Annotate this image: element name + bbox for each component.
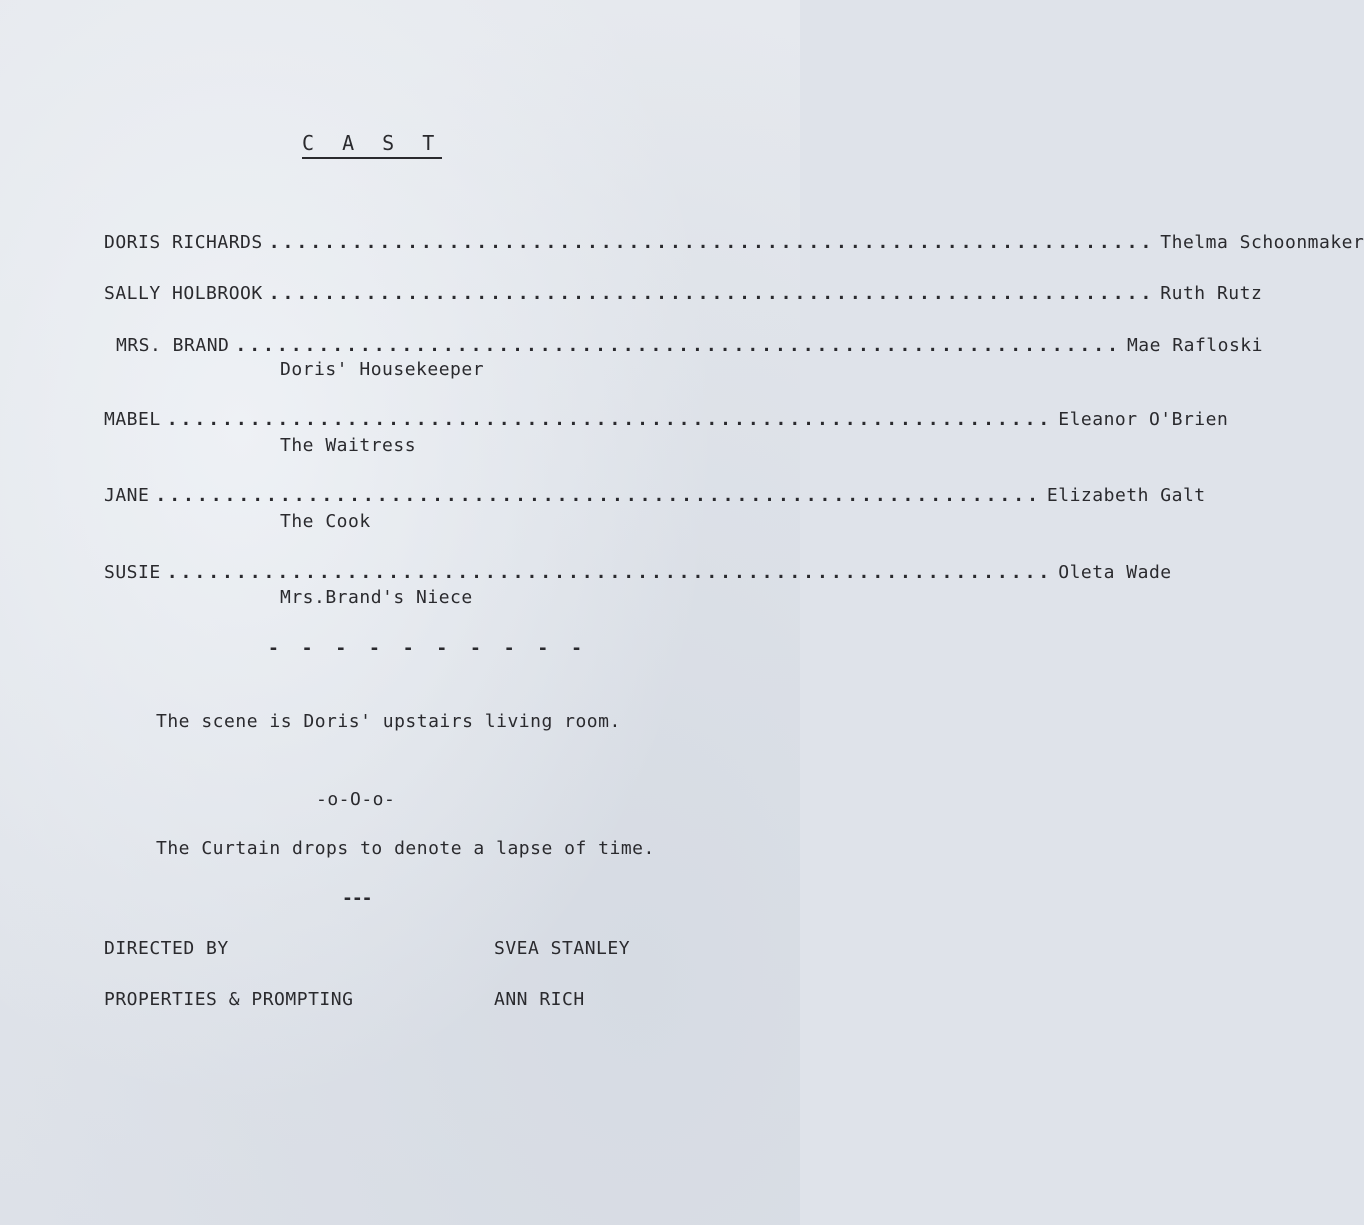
- leader-dots: ................................................................: [166, 562, 1053, 583]
- leader-dots: ................................................................: [268, 232, 1155, 253]
- role-name: MABEL: [104, 409, 161, 430]
- actor-name: Eleanor O'Brien: [1058, 409, 1229, 430]
- credit-name-properties: ANN RICH: [494, 989, 585, 1010]
- role-description: The Cook: [280, 511, 371, 532]
- cast-row-jane: [104, 485, 1206, 506]
- cast-row-susie: [104, 562, 1172, 583]
- leader-dots: ................................................................: [166, 409, 1053, 430]
- cast-title: C A S T: [302, 131, 442, 159]
- role-description: Mrs.Brand's Niece: [280, 587, 473, 608]
- role-name: DORIS RICHARDS: [104, 232, 263, 253]
- actor-name: Elizabeth Galt: [1046, 485, 1206, 506]
- leader-dots: ................................................................: [155, 485, 1041, 506]
- actor-name: Thelma Schoonmaker: [1160, 232, 1364, 253]
- cast-row-sally: [104, 283, 1263, 304]
- short-divider: ---: [342, 888, 372, 909]
- curtain-note: The Curtain drops to denote a lapse of time.: [156, 838, 655, 859]
- role-name: MRS. BRAND: [116, 335, 230, 356]
- role-name: SUSIE: [104, 562, 161, 583]
- scene-note: The scene is Doris' upstairs living room.: [156, 711, 621, 732]
- credit-label-director: DIRECTED BY: [104, 938, 229, 959]
- role-description: Doris' Housekeeper: [280, 359, 485, 380]
- role-name: JANE: [104, 485, 150, 506]
- cast-row-mrs-brand: [116, 335, 1263, 356]
- leader-dots: ................................................................: [235, 335, 1121, 356]
- dashed-divider: - - - - - - - - - -: [268, 638, 588, 659]
- cast-row-doris: [104, 232, 1364, 253]
- role-name: SALLY HOLBROOK: [104, 283, 263, 304]
- actor-name: Ruth Rutz: [1160, 283, 1263, 304]
- ornament-separator: -o-O-o-: [316, 789, 396, 810]
- role-description: The Waitress: [280, 435, 417, 456]
- actor-name: Mae Rafloski: [1126, 335, 1263, 356]
- cast-row-mabel: [104, 409, 1229, 430]
- leader-dots: ................................................................: [268, 283, 1155, 304]
- credit-name-director: SVEA STANLEY: [494, 938, 631, 959]
- actor-name: Oleta Wade: [1058, 562, 1172, 583]
- credit-label-properties: PROPERTIES & PROMPTING: [104, 989, 354, 1010]
